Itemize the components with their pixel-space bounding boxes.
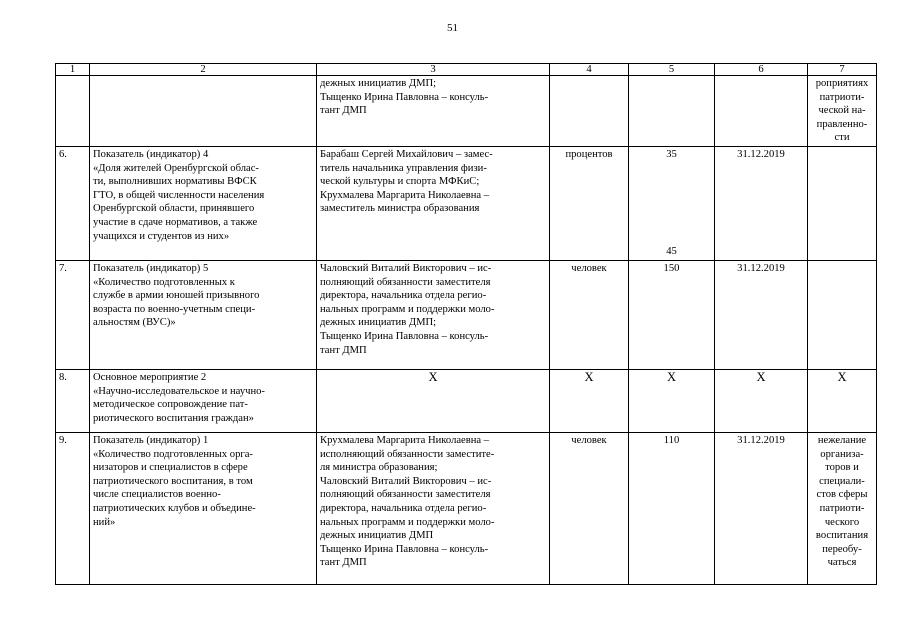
table-row — [56, 146, 877, 260]
date-cell: 31.12.2019 — [715, 146, 808, 260]
row-number: 6. — [56, 146, 90, 260]
unit-cell: X — [550, 369, 629, 432]
responsible-cell: Барабаш Сергей Михайлович – замес- титель начальника управления физи- ческой культуры и спорта МФКиС; Крухмалева Маргарита Николаевна – заместитель министра образования — [317, 146, 550, 260]
unit-cell — [550, 76, 629, 147]
value-cell: X — [629, 369, 715, 432]
indicator-cell: Показатель (индикатор) 4 «Доля жителей Оренбургской облас- ти, выполнивших нормативы ВФСК ГТО, в общей численности населения Оренбургской области, принявшего участие в сдаче нормативов, а также учащихся и студентов из них» — [90, 146, 317, 260]
date-cell: 31.12.2019 — [715, 260, 808, 369]
note-cell: роприятиях патриоти- ческой на- правленно- сти — [808, 76, 877, 147]
row-number — [56, 76, 90, 147]
header-cell-4: 4 — [550, 64, 629, 76]
date-cell — [715, 76, 808, 147]
unit-cell: человек — [550, 432, 629, 584]
table-row — [56, 369, 877, 432]
responsible-cell: X — [317, 369, 550, 432]
note-cell — [808, 146, 877, 260]
header-cell-7: 7 — [808, 64, 877, 76]
unit-cell: человек — [550, 260, 629, 369]
indicator-cell: Показатель (индикатор) 5 «Количество подготовленных к службе в армии юношей призывного возраста по военно-учетным специ- альностям (ВУС)» — [90, 260, 317, 369]
header-cell-5: 5 — [629, 64, 715, 76]
value-cell — [629, 76, 715, 147]
page-number: 51 — [447, 22, 458, 34]
note-cell — [808, 260, 877, 369]
unit-cell: процентов — [550, 146, 629, 260]
table-header-row — [56, 64, 877, 76]
value-cell: 150 — [629, 260, 715, 369]
header-cell-6: 6 — [715, 64, 808, 76]
value-text: 35 — [666, 148, 677, 160]
date-cell: X — [715, 369, 808, 432]
table-row — [56, 76, 877, 147]
value-cell: 110 — [629, 432, 715, 584]
value-cell — [629, 146, 715, 260]
row-number: 8. — [56, 369, 90, 432]
header-cell-2: 2 — [90, 64, 317, 76]
responsible-cell: Крухмалева Маргарита Николаевна – исполняющий обязанности заместите- ля министра образования; Чаловский Виталий Викторович – ис- полняющий обязанности заместителя директора, начальника отдела регио- нальных программ и поддержки моло- дежных инициатив ДМП Тыщенко Ирина Павловна – консуль- тант ДМП — [317, 432, 550, 584]
indicator-cell: Показатель (индикатор) 1 «Количество подготовленных орга- низаторов и специалистов в сфере патриотического воспитания, в том числе специалистов военно- патриотических клубов и объедине- ний» — [90, 432, 317, 584]
indicator-cell: Основное мероприятие 2 «Научно-исследовательское и научно-методическое сопровождение пат- риотического воспитания граждан» — [90, 369, 317, 432]
value-extra-text: 45 — [666, 246, 677, 258]
row-number: 9. — [56, 432, 90, 584]
table-row — [56, 432, 877, 584]
indicators-table — [55, 63, 877, 585]
responsible-cell: Чаловский Виталий Викторович – ис- полняющий обязанности заместителя директора, начальника отдела регио- нальных программ и поддержки моло- дежных инициатив ДМП; Тыщенко Ирина Павловна – консуль- тант ДМП — [317, 260, 550, 369]
table-row — [56, 260, 877, 369]
note-cell: X — [808, 369, 877, 432]
responsible-cell: дежных инициатив ДМП; Тыщенко Ирина Павловна – консуль- тант ДМП — [317, 76, 550, 147]
header-cell-1: 1 — [56, 64, 90, 76]
indicator-cell — [90, 76, 317, 147]
row-number: 7. — [56, 260, 90, 369]
note-cell: нежелание организа- торов и специали- стов сферы патриоти- ческого воспитания переобу- чаться — [808, 432, 877, 584]
date-cell: 31.12.2019 — [715, 432, 808, 584]
header-cell-3: 3 — [317, 64, 550, 76]
